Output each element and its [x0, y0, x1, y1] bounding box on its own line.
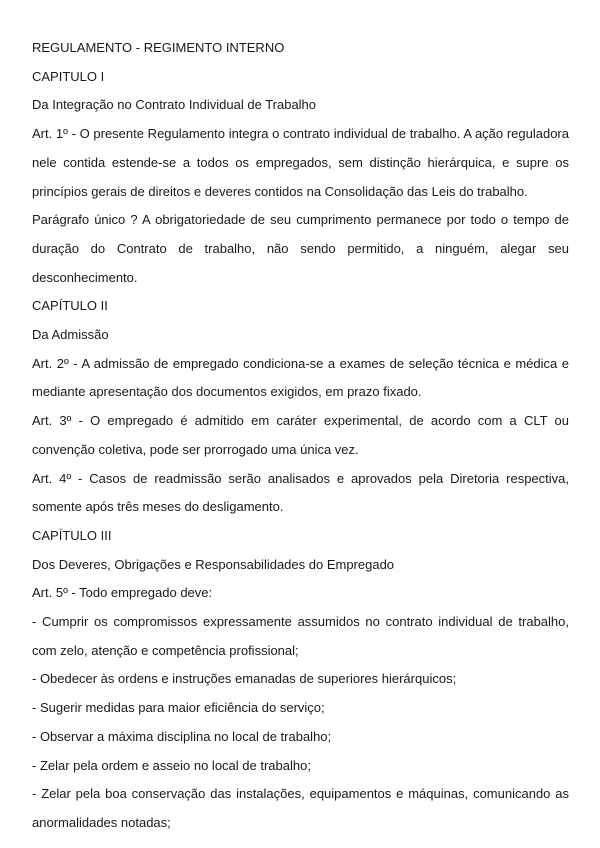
list-item: - Observar a máxima disciplina no local de trabalho; [32, 728, 332, 744]
chapter-2-subheading: Da Admissão [32, 327, 109, 343]
list-item: - Zelar pela boa conservação das instalações, equipamentos e máquinas, comunicando as anormalidades notadas; [32, 786, 569, 830]
list-item: - Zelar pela ordem e asseio no local de trabalho; [32, 757, 311, 773]
chapter-2-heading: CAPÍTULO II [32, 298, 108, 314]
chapter-3-heading: CAPÍTULO III [32, 527, 112, 543]
list-item: - Cumprir os compromissos expressamente assumidos no contrato individual de trabalho, com zelo, atenção e competência profissional; [32, 614, 569, 658]
document-title: REGULAMENTO - REGIMENTO INTERNO [32, 40, 285, 55]
article-4: Art. 4º - Casos de readmissão serão analisados e aprovados pela Diretoria respectiva, somente após três meses do desligamento. [32, 470, 569, 515]
paragrafo-unico: Parágrafo único ? A obrigatoriedade de seu cumprimento permanece por todo o tempo de duração do Contrato de trabalho, não sendo permitido, a ninguém, alegar seu desconhecimento. [32, 212, 569, 285]
article-5: Art. 5º - Todo empregado deve: [32, 585, 213, 601]
list-item: - Obedecer às ordens e instruções emanadas de superiores hierárquicos; [32, 671, 457, 687]
chapter-1-heading: CAPITULO I [32, 68, 105, 84]
chapter-1-subheading: Da Integração no Contrato Individual de Trabalho [32, 97, 317, 113]
chapter-3-subheading: Dos Deveres, Obrigações e Responsabilidades do Empregado [32, 556, 395, 572]
list-item: - Sugerir medidas para maior eficiência do serviço; [32, 700, 325, 716]
article-2: Art. 2º - A admissão de empregado condiciona-se a exames de seleção técnica e médica e mediante apresentação dos documentos exigidos, em prazo fixado. [32, 355, 569, 400]
article-1: Art. 1º - O presente Regulamento integra o contrato individual de trabalho. A ação reguladora nele contida estende-se a todos os empregados, sem distinção hierárquica, e supre os princípios gerais de direitos e deveres contidos na Consolidação das Leis do trabalho. [32, 126, 569, 199]
article-3: Art. 3º - O empregado é admitido em caráter experimental, de acordo com a CLT ou convenção coletiva, pode ser prorrogado uma única vez. [32, 413, 569, 457]
